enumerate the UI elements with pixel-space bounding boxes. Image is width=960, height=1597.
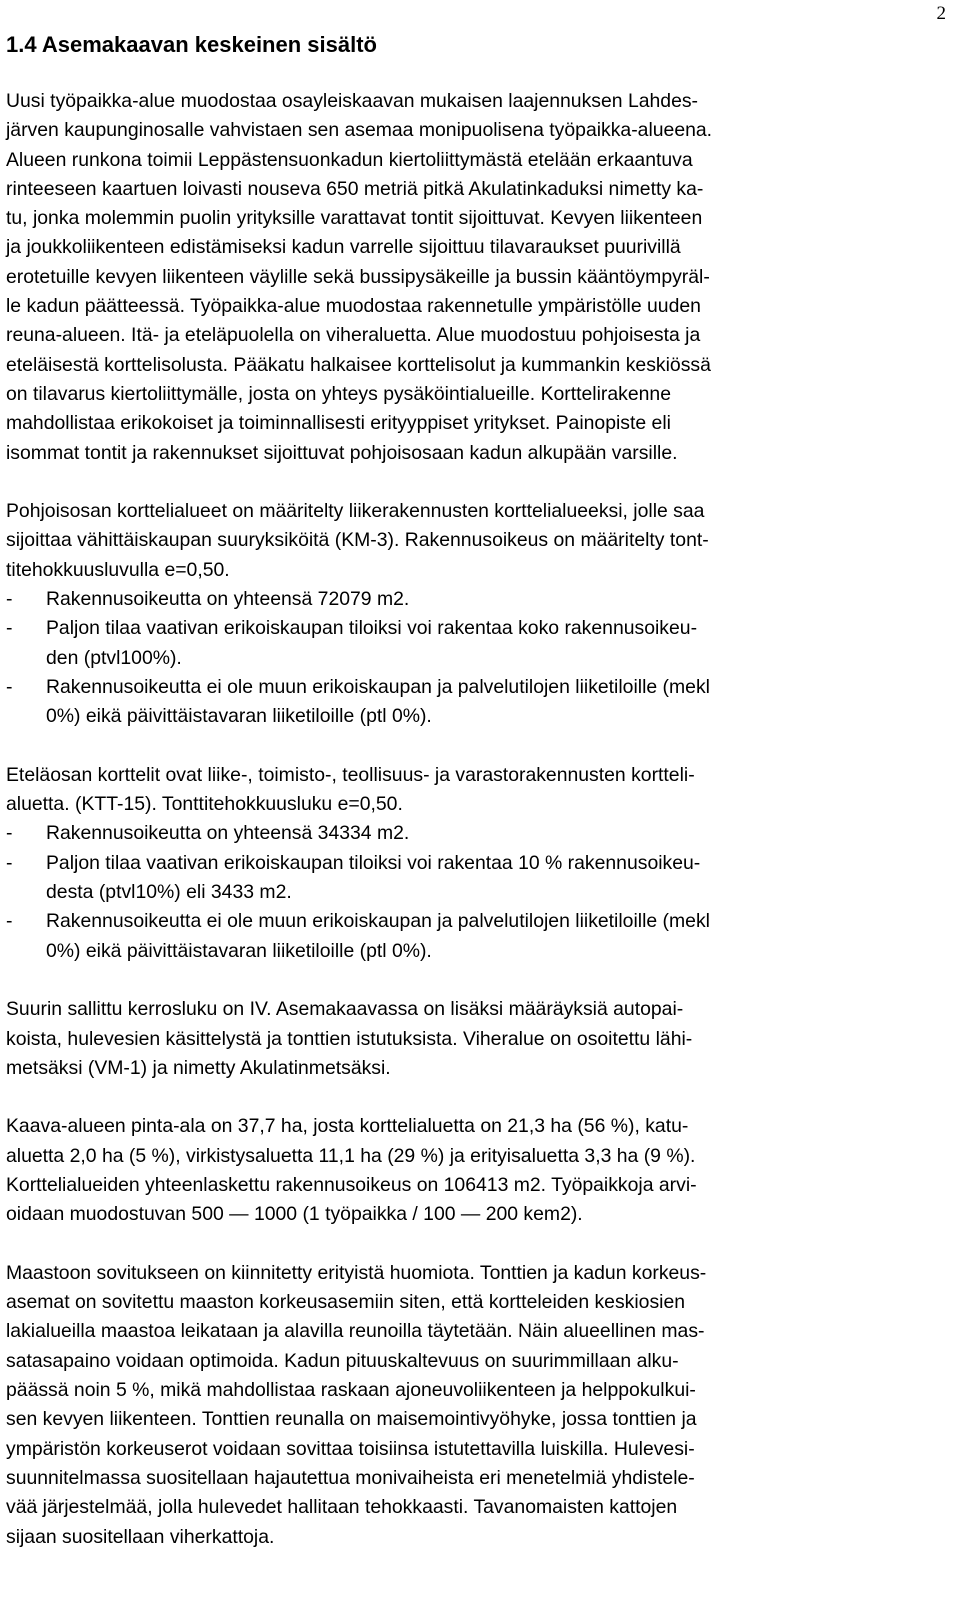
text-line: sijaan suositellaan viherkattoja. [6,1525,275,1548]
bullet-dash: - [6,822,13,845]
text-line: lakialueilla maastoa leikataan ja alavilla reunoilla täytetään. Näin alueellinen mas- [6,1320,705,1343]
text-line: metsäksi (VM-1) ja nimetty Akulatinmetsäksi. [6,1056,391,1079]
text-line: rinteeseen kaartuen loivasti nouseva 650 metriä pitkä Akulatinkaduksi nimetty ka- [6,177,704,200]
bullet-continuation: 0%) eikä päivittäistavaran liiketiloille (ptl 0%). [46,705,432,728]
bullet-first-line [6,673,940,702]
bullet-item [6,907,940,966]
section-title: 1.4 Asemakaavan keskeinen sisältö [6,32,377,57]
text-line: le kadun päätteessä. Työpaikka-alue muodostaa rakennetulle ympäristölle uuden [6,295,701,318]
paragraph [6,87,940,468]
bullet-dash: - [6,617,13,640]
text-line: mahdollistaa erikokoiset ja toiminnallisesti erityyppiset yritykset. Painopiste eli [6,412,671,435]
text-line: Pohjoisosan korttelialueet on määritelty liikerakennusten korttelialueeksi, jolle saa [6,500,705,523]
bullet-continuation: 0%) eikä päivittäistavaran liiketiloille (ptl 0%). [46,939,432,962]
text-line: Alueen runkona toimii Leppästensuonkadun kiertoliittymästä etelään erkaantuva [6,148,693,171]
text-line: sijoittaa vähittäiskaupan suuryksiköitä (KM-3). Rakennusoikeus on määritelty tont- [6,529,709,552]
bullet-first-line [6,585,940,614]
text-line: eteläisestä korttelisolusta. Pääkatu halkaisee korttelisolut ja kummankin keskiössä [6,353,711,376]
text-line: Suurin sallittu kerrosluku on IV. Asemakaavassa on lisäksi määräyksiä autopai- [6,998,684,1021]
bullet-dash: - [6,588,13,611]
text-line: ympäristön korkeuserot voidaan sovittaa toisiinsa istutettavilla luiskilla. Hulevesi- [6,1437,695,1460]
text-line: erotetuille kevyen liikenteen väylille sekä bussipysäkeille ja bussin kääntöympyräl- [6,265,710,288]
bullet-text: Rakennusoikeutta on yhteensä 72079 m2. [46,588,410,611]
paragraph [6,497,940,731]
bullet-continuation: desta (ptvl10%) eli 3433 m2. [46,881,292,904]
text-line: asemat on sovitettu maaston korkeusasemiin siten, että kortteleiden keskiosien [6,1291,686,1314]
bullet-item [6,614,940,673]
text-line: koista, hulevesien käsittelystä ja tonttien istutuksista. Viheralue on osoitettu lähi- [6,1027,693,1050]
text-line: aluetta. (KTT-15). Tonttitehokkuusluku e=0,50. [6,793,403,816]
text-line: satasapaino voidaan optimoida. Kadun pituuskaltevuus on suurimmillaan alku- [6,1349,679,1372]
text-line: Kaava-alueen pinta-ala on 37,7 ha, josta korttelialuetta on 21,3 ha (56 %), katu- [6,1115,689,1138]
bullet-first-line [6,614,940,643]
paragraph [6,761,940,966]
bullet-item [6,819,940,848]
bullet-text: Paljon tilaa vaativan erikoiskaupan tiloiksi voi rakentaa koko rakennusoikeu- [46,617,698,640]
paragraph [6,1112,940,1229]
bullet-text: Rakennusoikeutta on yhteensä 34334 m2. [46,822,410,845]
text-line: oidaan muodostuvan 500 — 1000 (1 työpaikka / 100 — 200 kem2). [6,1203,583,1226]
text-line: titehokkuusluvulla e=0,50. [6,558,230,581]
bullet-text: Paljon tilaa vaativan erikoiskaupan tiloiksi voi rakentaa 10 % rakennusoikeu- [46,851,701,874]
text-line: aluetta 2,0 ha (5 %), virkistysaluetta 11,1 ha (29 %) ja erityisaluetta 3,3 ha (9 %). [6,1144,696,1167]
text-line: reuna-alueen. Itä- ja eteläpuolella on viheraluetta. Alue muodostuu pohjoisesta ja [6,324,701,347]
text-line: sen kevyen liikenteen. Tonttien reunalla on maisemointivyöhyke, jossa tonttien ja [6,1408,697,1431]
page-number: 2 [936,3,946,24]
bullet-first-line [6,907,940,936]
paragraph [6,1259,940,1552]
text-line: vää järjestelmää, jolla hulevedet hallitaan tehokkaasti. Tavanomaisten kattojen [6,1496,678,1519]
bullet-dash: - [6,851,13,874]
bullet-item [6,673,940,732]
document-body [6,87,940,1581]
text-line: tu, jonka molemmin puolin yrityksille varattavat tontit sijoittuvat. Kevyen liikenteen [6,207,703,230]
bullet-first-line [6,819,940,848]
text-line: Maastoon sovitukseen on kiinnitetty erityistä huomiota. Tonttien ja kadun korkeus- [6,1261,707,1284]
text-line: Korttelialueiden yhteenlaskettu rakennusoikeus on 106413 m2. Työpaikkoja arvi- [6,1173,697,1196]
bullet-item [6,849,940,908]
text-line: päässä noin 5 %, mikä mahdollistaa raskaan ajoneuvoliikenteen ja helppokulkui- [6,1379,696,1402]
bullet-dash: - [6,675,13,698]
text-line: suunnitelmassa suositellaan hajautettua monivaiheista eri menetelmiä yhdistele- [6,1466,695,1489]
bullet-item [6,585,940,614]
bullet-continuation: den (ptvl100%). [46,646,182,669]
bullet-first-line [6,849,940,878]
bullet-text: Rakennusoikeutta ei ole muun erikoiskaupan ja palvelutilojen liiketiloille (mekl [46,675,710,698]
text-line: ja joukkoliikenteen edistämiseksi kadun varrelle sijoittuu tilavaraukset puurivillä [6,236,681,259]
text-line: isommat tontit ja rakennukset sijoittuvat pohjoisosaan kadun alkupään varsille. [6,441,678,464]
bullet-dash: - [6,910,13,933]
text-line: on tilavarus kiertoliittymälle, josta on yhteys pysäköintialueille. Korttelirakenne [6,382,671,405]
text-line: järven kaupunginosalle vahvistaen sen asemaa monipuolisena työpaikka-alueena. [6,119,713,142]
text-line: Uusi työpaikka-alue muodostaa osayleiskaavan mukaisen laajennuksen Lahdes- [6,90,699,112]
bullet-text: Rakennusoikeutta ei ole muun erikoiskaupan ja palvelutilojen liiketiloille (mekl [46,910,710,933]
paragraph [6,995,940,1083]
text-line: Eteläosan korttelit ovat liike-, toimisto-, teollisuus- ja varastorakennusten kortteli- [6,763,695,786]
